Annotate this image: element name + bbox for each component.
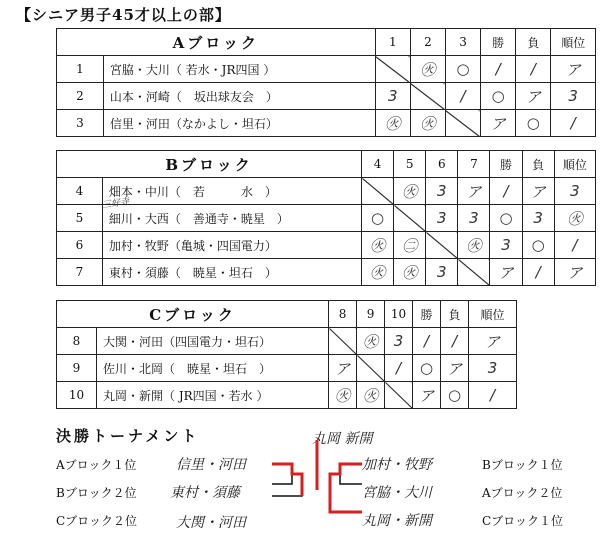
result-cell: ㊋ [394,178,426,205]
col-header: 負 [516,29,551,56]
losses-cell: ア [516,83,551,110]
wins-cell: ア [481,110,516,137]
player-names: 東村・須藤（ 暁星・坦石 ） [102,259,361,286]
row-number: 2 [57,83,104,110]
result-cell: ㊋ [357,382,385,409]
result-cell: 3 [426,259,458,286]
block-header: Cブロック [57,301,329,328]
player-names: 山本・河崎（ 坂出球友会 ） [103,83,375,110]
player-names: 宮脇・大川（ 若水・JR四国 ） [103,56,375,83]
losses-cell: / [522,259,554,286]
left-player: 大関・河田 [176,515,246,531]
self-cell [394,205,426,232]
result-cell: 3 [458,205,490,232]
self-cell [329,328,357,355]
rank-cell: ア [551,56,596,83]
result-cell: 3 [426,178,458,205]
left-seed: Cブロック２位 [56,514,137,528]
row-number: 6 [57,232,103,259]
rank-cell: ア [554,259,595,286]
table-row [57,382,517,409]
rank-cell: ㊋ [554,205,595,232]
result-cell: ア [458,178,490,205]
right-player: 丸岡・新開 [362,513,432,529]
row-number: 7 [57,259,103,286]
self-cell [357,355,385,382]
wins-cell: ア [413,382,441,409]
losses-cell: ア [441,355,469,382]
self-cell [410,83,445,110]
wins-cell: 3 [490,232,522,259]
self-cell [458,259,490,286]
result-cell: / [385,355,413,382]
page-title: 【シニア男子45才以上の部】 [16,6,231,24]
block-c-table [56,300,517,409]
rank-cell: / [469,382,517,409]
self-cell [375,56,410,83]
col-header: 順位 [551,29,596,56]
player-names: 大関・河田（四国電力・坦石） [97,328,329,355]
col-header: 4 [362,151,394,178]
result-cell: ㊋ [329,382,357,409]
col-header: 3 [445,29,480,56]
right-seed: Cブロック１位 [482,514,563,528]
right-player: 宮脇・大川 [362,485,432,501]
col-header: 勝 [490,151,522,178]
result-cell: 3 [385,328,413,355]
col-header: 1 [375,29,410,56]
table-row [57,328,517,355]
col-header: 2 [410,29,445,56]
row-number: 9 [57,355,97,382]
result-cell: ㊋ [362,259,394,286]
col-header: 7 [458,151,490,178]
left-seed: Bブロック２位 [56,486,137,500]
table-row [57,83,596,110]
result-cell: ㊋ [394,259,426,286]
self-cell [426,232,458,259]
right-seed: Bブロック１位 [482,458,563,472]
player-names: 丸岡・新開（ JR四国・若水 ） [97,382,329,409]
wins-cell: ○ [490,205,522,232]
table-row [57,232,596,259]
row-number: 5 [57,205,103,232]
col-header: 5 [394,151,426,178]
player-names: 畑本・中川（ 若 水 ） [102,178,361,205]
left-seed: Aブロック１位 [56,458,137,472]
col-header: 10 [385,301,413,328]
block-a-table [56,28,596,137]
rank-cell: / [551,110,596,137]
table-row [57,205,596,232]
right-player: 加村・牧野 [362,457,432,473]
result-cell: ㊋ [362,232,394,259]
col-header: 順位 [554,151,595,178]
table-row [57,259,596,286]
left-player: 信里・河田 [176,457,246,473]
result-cell: ㊋ [410,56,445,83]
row-number: 3 [57,110,104,137]
table-row [57,355,517,382]
result-cell: ㊁ [394,232,426,259]
wins-cell: ○ [413,355,441,382]
block-header: Aブロック [57,29,376,56]
rank-cell: / [554,232,595,259]
left-player: 東村・須藤 [170,485,240,501]
losses-cell: / [441,328,469,355]
player-names: 佐川・北岡（ 暁星・坦石 ） [97,355,329,382]
col-header: 8 [329,301,357,328]
col-header: 勝 [413,301,441,328]
losses-cell: ○ [441,382,469,409]
result-cell: / [445,83,480,110]
losses-cell: ア [522,178,554,205]
final-tournament-title: 決勝トーナメント [56,427,200,445]
right-seed: Aブロック２位 [482,486,563,500]
player-names: 細川・大西（ 善通寺・暁星 ） [102,205,361,232]
result-cell: ㊋ [375,110,410,137]
result-cell: 3 [375,83,410,110]
row-number: 1 [57,56,104,83]
rank-cell: 3 [469,355,517,382]
block-b-table [56,150,596,286]
col-header: 9 [357,301,385,328]
wins-cell: / [490,178,522,205]
wins-cell: / [413,328,441,355]
wins-cell: ○ [481,83,516,110]
table-row [57,110,596,137]
result-cell: ㊋ [357,328,385,355]
table-row [57,56,596,83]
rank-cell: 3 [554,178,595,205]
block-header: Bブロック [57,151,362,178]
result-cell: 3 [426,205,458,232]
rank-cell: ア [469,328,517,355]
losses-cell: / [516,56,551,83]
self-cell [362,178,394,205]
result-cell: ○ [362,205,394,232]
wins-cell: / [481,56,516,83]
player-names: 信里・河田（なかよし・坦石） [103,110,375,137]
row-number: 4 [57,178,103,205]
losses-cell: ○ [522,232,554,259]
result-cell: ○ [445,56,480,83]
self-cell [385,382,413,409]
col-header: 順位 [469,301,517,328]
row-number: 10 [57,382,97,409]
result-cell: ㊋ [410,110,445,137]
row-number: 8 [57,328,97,355]
player-names: 加村・牧野（亀城・四国電力） [102,232,361,259]
col-header: 負 [441,301,469,328]
table-row [57,178,596,205]
handwritten-note: 三好寺 [101,197,130,211]
tournament-bracket [272,440,362,530]
rank-cell: 3 [551,83,596,110]
result-cell: ㊋ [458,232,490,259]
wins-cell: ア [490,259,522,286]
col-header: 6 [426,151,458,178]
losses-cell: ○ [516,110,551,137]
col-header: 負 [522,151,554,178]
result-cell: ア [329,355,357,382]
losses-cell: 3 [522,205,554,232]
col-header: 勝 [481,29,516,56]
self-cell [445,110,480,137]
winner-name: 丸岡 新開 [312,431,373,447]
